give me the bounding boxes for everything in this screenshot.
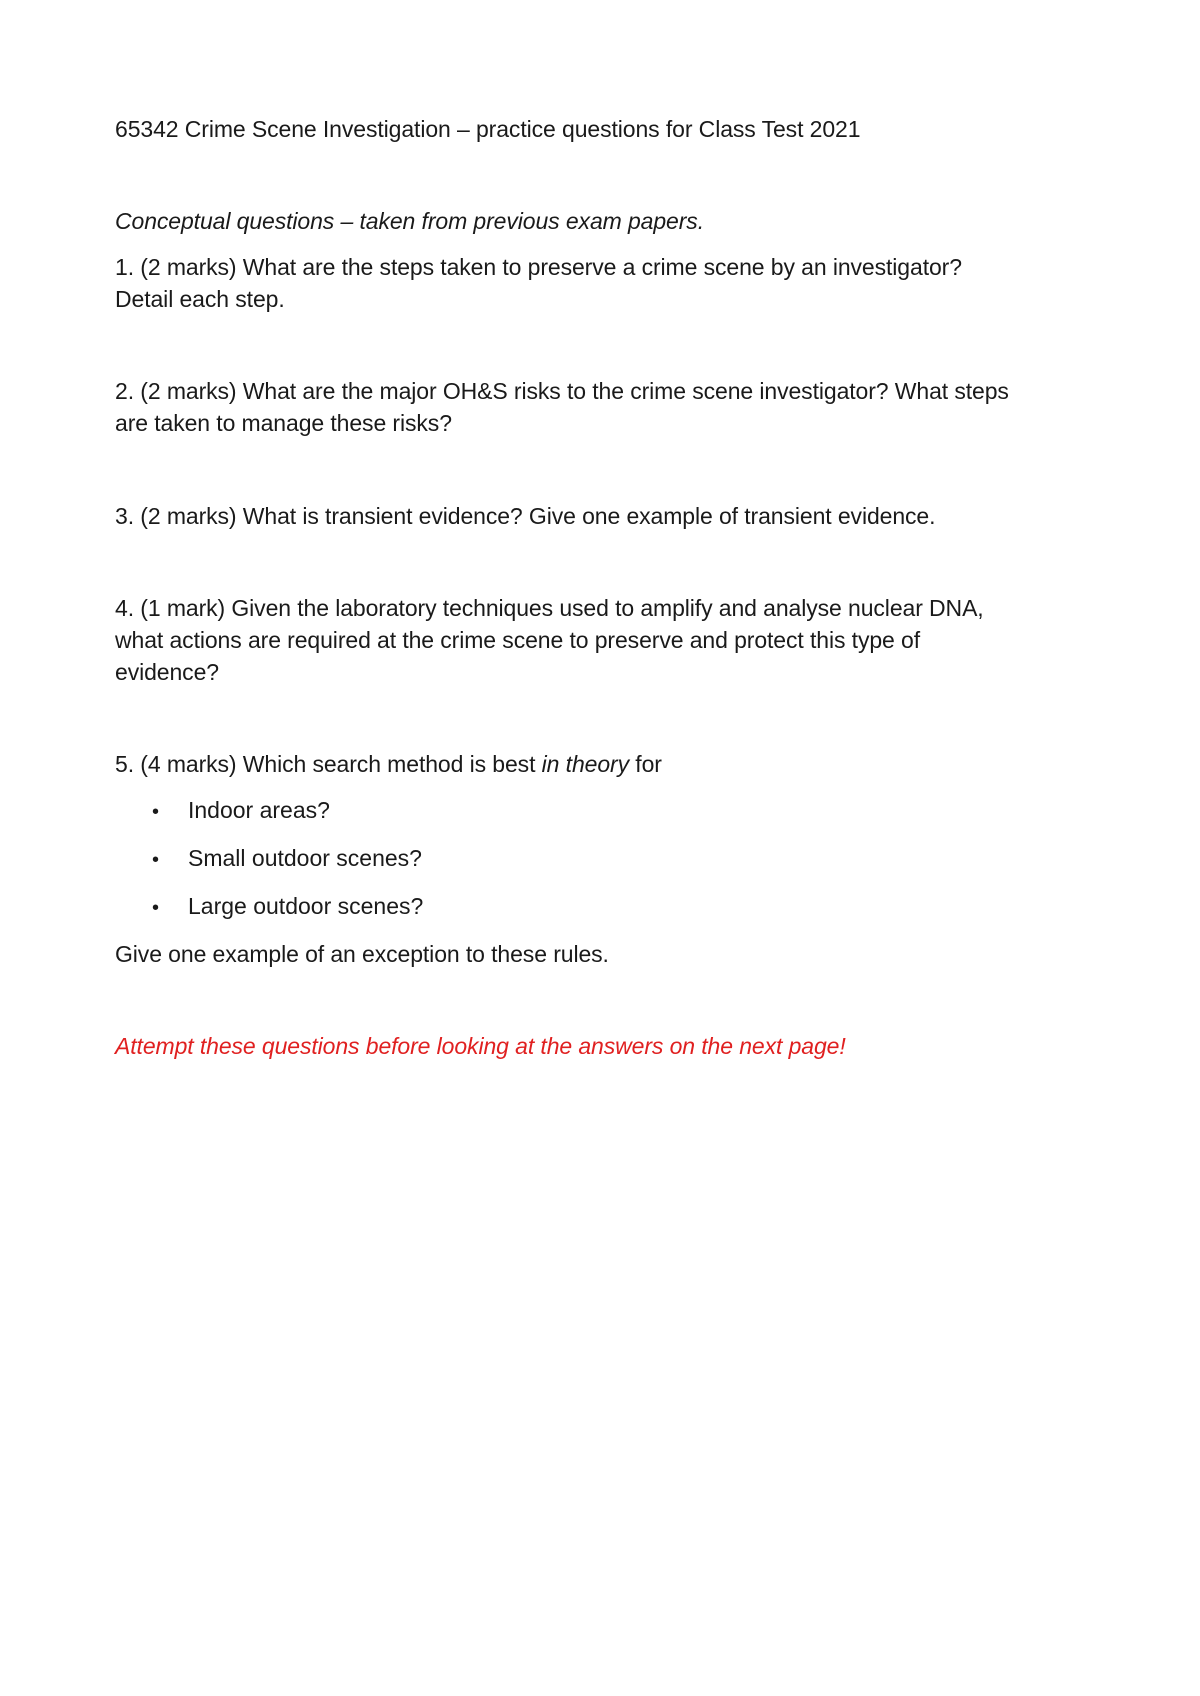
question-2-line-2: are taken to manage these risks? [115, 410, 452, 436]
question-5-suffix: for [628, 751, 662, 777]
question-5-prefix: 5. (4 marks) Which search method is best [115, 751, 542, 777]
bullet-text: Indoor areas? [188, 797, 330, 823]
section-subtitle: Conceptual questions – taken from previous exam papers. [115, 208, 704, 234]
bullet-icon: • [152, 897, 160, 919]
bullet-item-large-outdoor [152, 890, 423, 924]
bullet-text: Small outdoor scenes? [188, 845, 422, 871]
question-3-line-1: 3. (2 marks) What is transient evidence? Give one example of transient evidence. [115, 503, 936, 529]
bullet-item-small-outdoor [152, 842, 422, 876]
bullet-icon: • [152, 801, 160, 823]
document-title: 65342 Crime Scene Investigation – practice questions for Class Test 2021 [115, 116, 861, 142]
question-4-line-2: what actions are required at the crime scene to preserve and protect this type of [115, 627, 920, 653]
bullet-icon: • [152, 849, 160, 871]
question-4-line-1: 4. (1 mark) Given the laboratory techniques used to amplify and analyse nuclear DNA, [115, 595, 984, 621]
question-5-line-1 [115, 748, 662, 780]
bullet-item-indoor [152, 794, 330, 828]
attempt-notice: Attempt these questions before looking at the answers on the next page! [115, 1033, 846, 1059]
question-4-line-3: evidence? [115, 659, 219, 685]
bullet-text: Large outdoor scenes? [188, 893, 424, 919]
question-1-line-1: 1. (2 marks) What are the steps taken to preserve a crime scene by an investigator? [115, 254, 962, 280]
question-2-line-1: 2. (2 marks) What are the major OH&S risks to the crime scene investigator? What steps [115, 378, 1009, 404]
question-5-closing: Give one example of an exception to these rules. [115, 941, 609, 967]
question-1-line-2: Detail each step. [115, 286, 285, 312]
question-5-emphasis: in theory [541, 751, 629, 777]
